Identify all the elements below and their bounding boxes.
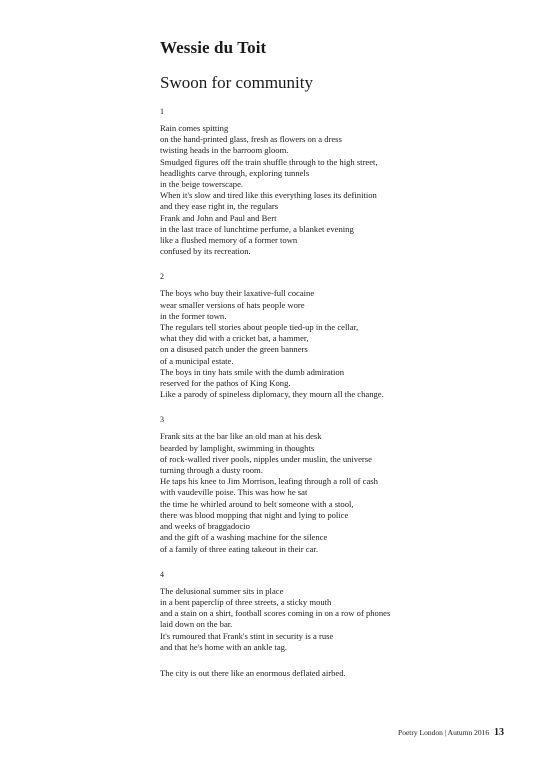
section-number: 3 (160, 415, 164, 425)
poem-line: turning through a dusty room. (160, 465, 263, 476)
poem-line: Frank and John and Paul and Bert (160, 212, 277, 223)
section-number: 1 (160, 107, 164, 116)
poem-line: reserved for the pathos of King Kong. (160, 378, 291, 389)
author-name: Wessie du Toit (160, 38, 267, 57)
poem-coda (160, 668, 520, 679)
poem-line: and that he's home with an ankle tag. (160, 641, 288, 652)
poem-line: Frank sits at the bar like an old man at his desk (160, 431, 322, 442)
poem-line: wear smaller versions of hats people wore (160, 299, 305, 310)
poem-line: He taps his knee to Jim Morrison, leafing through a roll of cash (160, 476, 378, 487)
poem-line: in the last trace of lunchtime perfume, a blanket evening (160, 223, 354, 234)
poem-line: laid down on the bar. (160, 619, 233, 630)
poem-section (160, 570, 520, 653)
poem-line: what they did with a cricket bat, a hammer, (160, 333, 309, 344)
poem-line: and the gift of a washing machine for the silence (160, 532, 328, 543)
poem-line: of rock-walled river pools, nipples under muslin, the universe (160, 453, 372, 464)
coda-line: The city is out there like an enormous deflated airbed. (160, 667, 346, 678)
poem-line: confused by its recreation. (160, 246, 251, 257)
section-number: 2 (160, 272, 164, 282)
page-footer (398, 727, 504, 738)
poem-section (160, 107, 520, 257)
poem-section (160, 415, 520, 554)
poem-line: The regulars tell stories about people tied-up in the cellar, (160, 322, 359, 333)
poem-body (160, 107, 520, 679)
poem-line: there was blood mopping that night and lying to police (160, 509, 349, 520)
poem-line: bearded by lamplight, swimming in thoughts (160, 442, 315, 453)
poem-line: Smudged figures off the train shuffle through to the high street, (160, 156, 378, 167)
poem-line: The delusional summer sits in place (160, 585, 284, 596)
poem-title: Swoon for community (160, 73, 313, 92)
page-number: 13 (494, 727, 504, 738)
poem-line: twisting heads in the barroom gloom. (160, 145, 289, 156)
section-number: 4 (160, 569, 164, 579)
poem-section (160, 272, 520, 400)
poem-line: and weeks of braggadocio (160, 521, 250, 532)
poem-line: the time he whirled around to belt someone with a stool, (160, 498, 354, 509)
poem-line: When it's slow and tired like this everything loses its definition (160, 190, 377, 201)
poem-line: with vaudeville poise. This was how he sat (160, 487, 308, 498)
poem-line: on a disused patch under the green banners (160, 344, 308, 355)
poem-line: in the former town. (160, 310, 227, 321)
poem-line: and a stain on a shirt, football scores coming in on a row of phones (160, 608, 391, 619)
poem-line: The boys who buy their laxative-full cocaine (160, 288, 315, 299)
poem-line: The boys in tiny hats smile with the dumb admiration (160, 366, 345, 377)
publication-credit: Poetry London | Autumn 2016 (398, 728, 490, 737)
poem-line: Like a parody of spineless diplomacy, they mourn all the change. (160, 389, 384, 400)
poem-line: of a municipal estate. (160, 355, 234, 366)
poem-line: of a family of three eating takeout in their car. (160, 543, 318, 554)
poem-line: headlights carve through, exploring tunnels (160, 167, 310, 178)
poem-line: on the hand-printed glass, fresh as flowers on a dress (160, 134, 342, 145)
poem-line: It's rumoured that Frank's stint in security is a ruse (160, 630, 334, 641)
poem-line: Rain comes spitting (160, 123, 229, 133)
poem-line: in a bent paperclip of three streets, a sticky mouth (160, 596, 332, 607)
poem-line: and they ease right in, the regulars (160, 201, 279, 212)
poem-line: in the beige towerscape. (160, 179, 244, 190)
poem-line: like a flushed memory of a former town (160, 235, 298, 246)
